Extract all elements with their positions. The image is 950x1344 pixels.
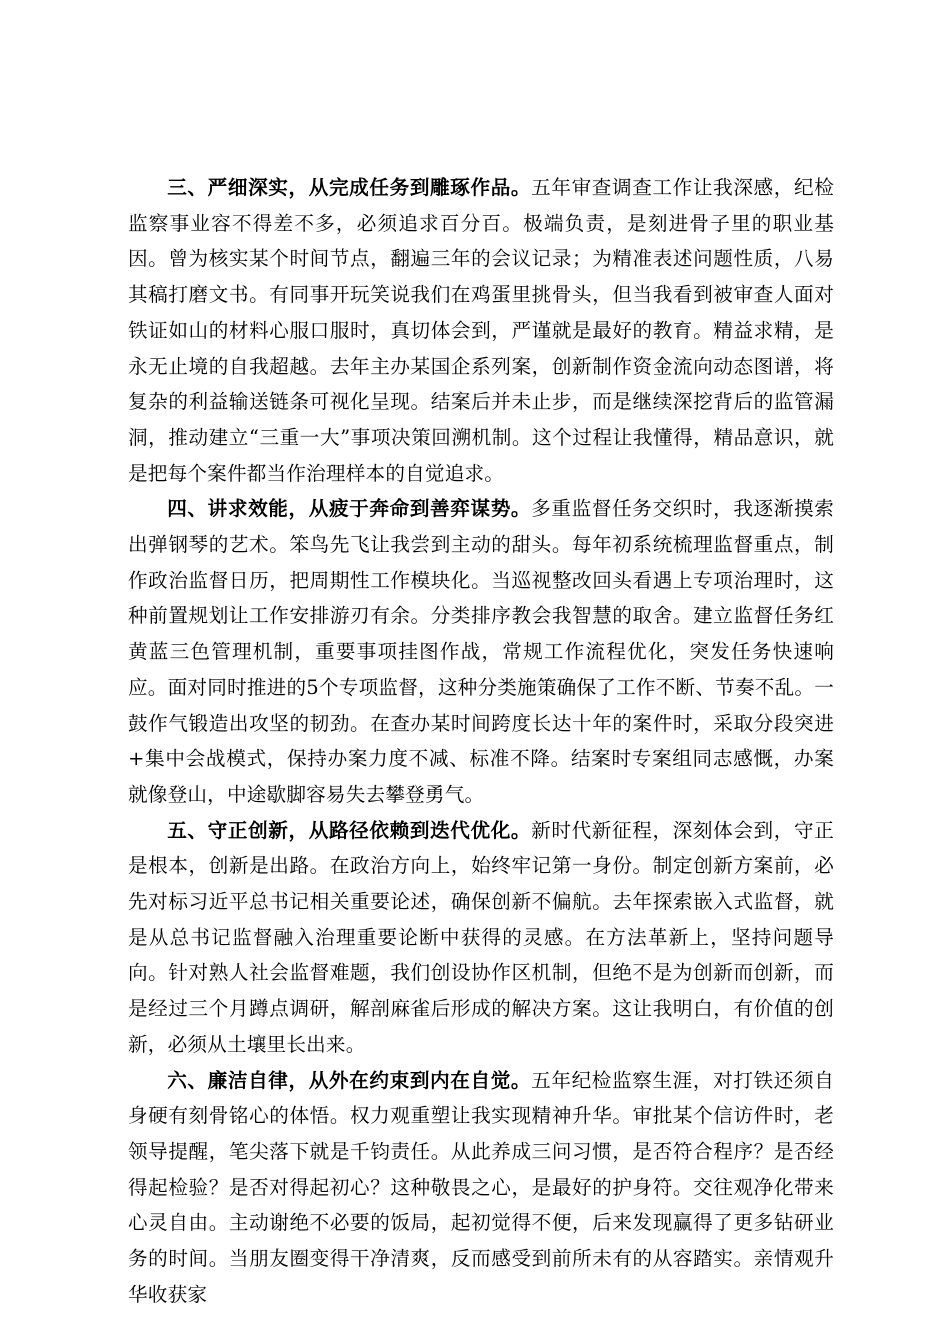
paragraph-body: 五年审查调查工作让我深感，纪检监察事业容不得差不多，必须追求百分百。极端负责，是刻进骨子里的职业基因。曾为核实某个时间节点，翻遍三年的会议记录；为精准表述问题性质，八易其稿打磨文书。有同事开玩笑说我们在鸡蛋里挑骨头，但当我看到被审查人面对铁证如山的材料心服口服时，真切体会到，严谨就是最好的教育。精益求精，是永无止境的自我超越。去年主办某国企系列案，创新制作资金流向动态图谱，将复杂的利益输送链条可视化呈现。结案后并未止步，而是继续深挖背后的监管漏洞，推动建立“三重一大”事项决策回溯机制。这个过程让我懂得，精品意识，就是把每个案件都当作治理样本的自觉追求。 [128, 176, 835, 485]
document-page [128, 170, 834, 1313]
paragraph-heading: 六、廉洁自律，从外在约束到内在自觉。 [167, 1068, 532, 1092]
paragraph-body: 多重监督任务交织时，我逐渐摸索出弹钢琴的艺术。笨鸟先飞让我尝到主动的甜头。每年初系统梳理监督重点，制作政治监督日历，把周期性工作模块化。当巡视整改回头看遇上专项治理时，这种前置规划让工作安排游刃有余。分类排序教会我智慧的取舍。建立监督任务红黄蓝三色管理机制，重要事项挂图作战，常规工作流程优化，突发任务快速响应。面对同时推进的5个专项监督，这种分类施策确保了工作不断、节奏不乱。一鼓作气锻造出攻坚的韧劲。在查办某时间跨度长达十年的案件时，采取分段突进+集中会战模式，保持办案力度不减、标准不降。结案时专案组同志感慨，办案就像登山，中途歇脚容易失去攀登勇气。 [128, 497, 835, 806]
paragraph-body: 五年纪检监察生涯，对打铁还须自身硬有刻骨铭心的体悟。权力观重塑让我实现精神升华。审批某个信访件时，老领导提醒，笔尖落下就是千钧责任。从此养成三问习惯，是否符合程序？是否经得起检验？是否对得起初心？这种敬畏之心，是最好的护身符。交往观净化带来心灵自由。主动谢绝不必要的饭局，起初觉得不便，后来发现赢得了更多钻研业务的时间。当朋友圈变得干净清爽，反而感受到前所未有的从容踏实。亲情观升华收获家 [128, 1068, 835, 1306]
paragraph-body: 新时代新征程，深刻体会到，守正是根本，创新是出路。在政治方向上，始终牢记第一身份。制定创新方案前，必先对标习近平总书记相关重要论述，确保创新不偏航。去年探索嵌入式监督，就是从总书记监督融入治理重要论断中获得的灵感。在方法革新上，坚持问题导向。针对熟人社会监督难题，我们创设协作区机制，但绝不是为创新而创新，而是经过三个月蹲点调研，解剖麻雀后形成的解决方案。这让我明白，有价值的创新，必须从土壤里长出来。 [128, 818, 835, 1056]
paragraph-heading: 五、守正创新，从路径依赖到迭代优化。 [167, 818, 532, 842]
paragraph-section-5 [128, 813, 834, 1063]
paragraph-section-3 [128, 170, 834, 491]
paragraph-heading: 四、讲求效能，从疲于奔命到善弈谋势。 [167, 497, 532, 521]
paragraph-heading: 三、严细深实，从完成任务到雕琢作品。 [167, 176, 532, 199]
paragraph-section-6 [128, 1063, 834, 1313]
paragraph-section-4 [128, 491, 834, 812]
